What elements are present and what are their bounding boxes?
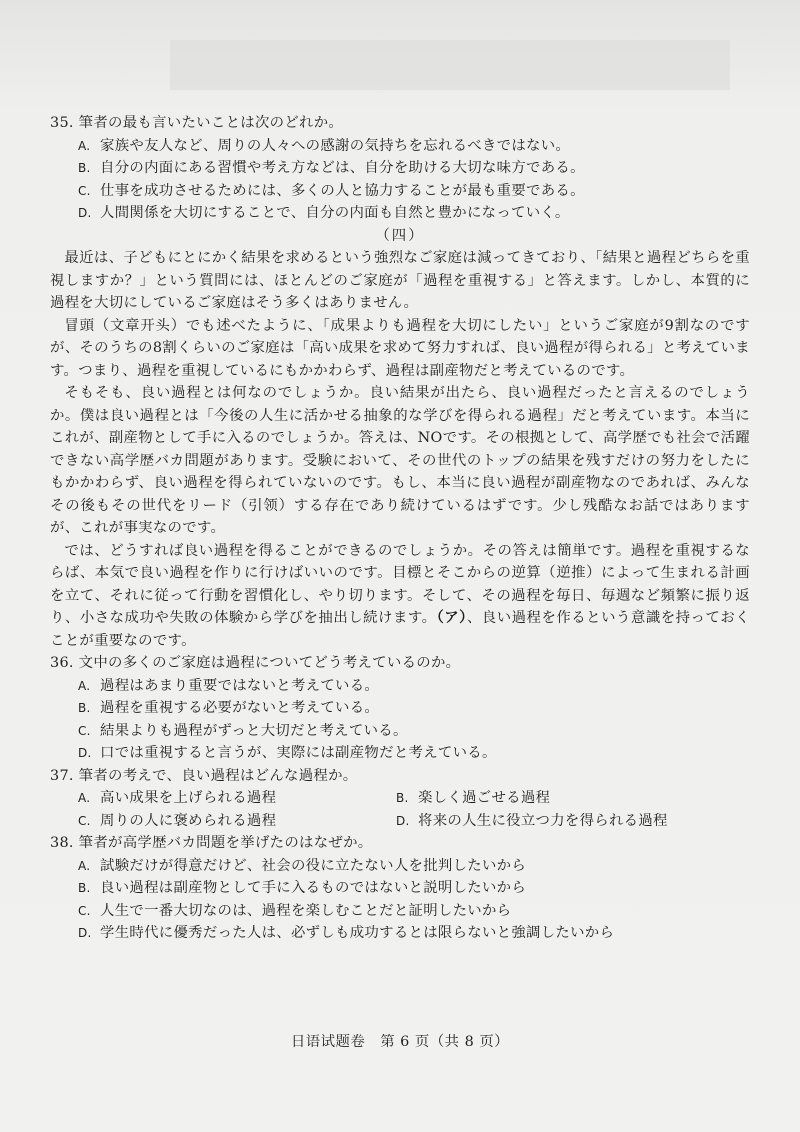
q37-option-a (78, 787, 396, 810)
option-label: D. (396, 813, 410, 828)
q38-option-b (78, 877, 750, 900)
passage-paragraph-1: 最近は、子どもにとにかく結果を求めるという強烈なご家庭は減ってきており、「結果と過程どちらを重視しますか？」という質問には、ほとんどのご家庭が「過程を重視する」と答えます。しかし、本質的に過程を大切にしているご家庭はそう多くはありません。 (50, 250, 750, 311)
q36-option-c (78, 720, 750, 743)
q36-option-d (78, 742, 750, 765)
option-text: 楽しく過ごせる過程 (418, 790, 551, 806)
option-label: C. (78, 723, 91, 738)
passage-paragraph-4 (50, 540, 750, 653)
page-footer: 日语试题卷 第 6 页（共 8 页） (290, 1034, 510, 1050)
q38-option-c (78, 900, 750, 923)
q37-options-row-1 (78, 787, 750, 810)
option-text: 高い成果を上げられる過程 (100, 790, 277, 806)
q36-option-b (78, 697, 750, 720)
option-text: 過程を重視する必要がないと考えている。 (100, 700, 380, 716)
q38-option-d (78, 922, 750, 945)
q35-option-c (78, 180, 750, 203)
option-label: A. (78, 678, 91, 693)
option-label: C. (78, 813, 91, 828)
passage-paragraph-2: 冒頭（文章开头）でも述べたように、「成果よりも過程を大切にしたい」というご家庭が9割なのですが、そのうちの8割くらいのご家庭は「高い成果を求めて努力すれば、良い過程が得られる」と考えています。つまり、過程を重視しているにもかかわらず、過程は副産物だと考えているのです。 (50, 317, 750, 379)
passage-paragraph-4-text: では、どうすれば良い過程を得ることができるのでしょうか。その答えは簡単です。過程を重視するならば、本気で良い過程を作りに行けばいいのです。目標とそこからの逆算（逆推）によって生まれる計画を立て、それに従って行動を習慣化し、やり切ります。そして、その過程を毎日、毎週など頻繁に振り返り、小さな成功や失敗の体験から学びを抽出し続けます。 (50, 542, 751, 626)
question-38-stem: 38. 筆者が高学歴バカ問題を挙げたのはなぜか。 (50, 835, 373, 851)
q35-option-a (78, 135, 750, 158)
option-text: 口では重視すると言うが、実際には副産物だと考えている。 (100, 745, 497, 761)
option-text: 過程はあまり重要ではないと考えている。 (100, 677, 380, 694)
option-text: 人間関係を大切にすることで、自分の内面も自然と豊かになっていく。 (100, 205, 570, 221)
option-label: A. (78, 138, 91, 153)
blank-marker: （ア） (436, 609, 467, 626)
passage-tail-text: 、良い過程を作るという意識を持っておくことが重要なのです。 (50, 610, 750, 649)
option-text: 試験だけが得意だけど、社会の役に立たない人を批判したいから (100, 857, 527, 874)
option-text: 将来の人生に役立つ力を得られる過程 (418, 812, 668, 829)
passage-paragraph-3: そもそも、良い過程とは何なのでしょうか。良い結果が出たら、良い過程だったと言えるのでしょうか。僕は良い過程とは「今後の人生に活かせる抽象的な学びを得られる過程」だと考えています。本当にこれが、副産物として手に入るのでしょうか。答えは、NOです。その根拠として、高学歴でも社会で活躍できない高学歴バカ問題があります。受験において、その世代のトップの結果を残すだけの努力をしたにもかかわらず、良い過程を得られていないのです。もし、本当に良い過程が副産物なのであれば、みんなその後もその世代をリード（引领）する存在であり続けているはずです。少し残酷なお話ではありますが、これが事実なのです。 (50, 385, 750, 536)
option-text: 家族や友人など、周りの人々への感謝の気持ちを忘れるべきではない。 (100, 137, 571, 154)
question-37-stem: 37. 筆者の考えで、良い過程はどんな過程か。 (50, 767, 358, 784)
q37-options-row-2 (78, 810, 750, 833)
option-label: C. (78, 183, 91, 198)
q38-option-a (78, 855, 750, 878)
q37-option-d (396, 810, 714, 833)
option-text: 仕事を成功させるためには、多くの人と協力することが最も重要である。 (100, 182, 585, 199)
option-label: B. (396, 791, 409, 805)
option-label: A. (78, 858, 91, 873)
option-label: A. (78, 791, 91, 805)
option-label: B. (78, 161, 91, 175)
q35-option-b (78, 157, 750, 180)
option-text: 周りの人に褒められる過程 (100, 812, 277, 829)
q36-option-a (78, 675, 750, 698)
section-title: （四） (375, 227, 425, 244)
option-text: 人生で一番大切なのは、過程を楽しむことだと証明したいから (100, 902, 512, 919)
option-text: 学生時代に優秀だった人は、必ずしも成功するとは限らないと強調したいから (100, 925, 615, 941)
exam-content (50, 112, 750, 945)
option-label: C. (78, 903, 91, 918)
question-36-stem: 36. 文中の多くのご家庭は過程についてどう考えているのか。 (50, 655, 461, 671)
question-35-stem: 35. 筆者の最も言いたいことは次のどれか。 (50, 115, 344, 131)
option-label: D. (78, 746, 92, 760)
option-text: 自分の内面にある習慣や考え方などは、自分を助ける大切な味方である。 (100, 160, 585, 176)
option-label: D. (78, 206, 92, 220)
option-text: 良い過程は副産物として手に入るものではないと説明したいから (100, 880, 527, 896)
q37-option-b (396, 787, 714, 810)
option-text: 結果よりも過程がずっと大切だと考えている。 (100, 722, 408, 739)
option-label: D. (78, 926, 92, 940)
option-label: B. (78, 881, 91, 895)
q35-option-d (78, 202, 750, 225)
q37-option-c (78, 810, 396, 833)
scan-artifact (170, 40, 730, 90)
option-label: B. (78, 701, 91, 715)
